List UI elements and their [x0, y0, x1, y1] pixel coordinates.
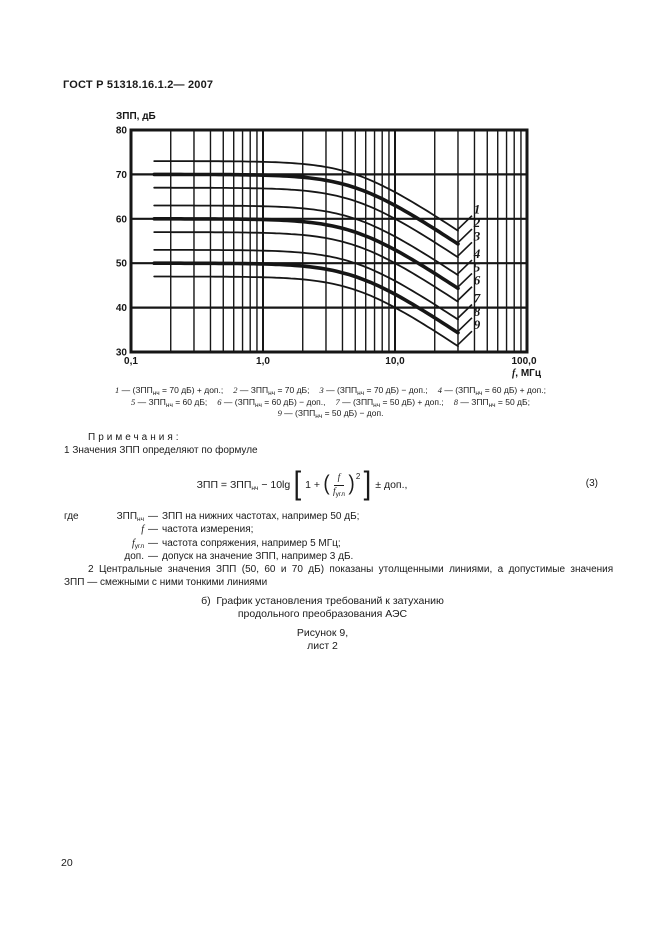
formula-tail: ± доп., — [375, 479, 408, 491]
where-definition-row: доп. — допуск на значение ЗПП, например 3 дБ. — [124, 551, 354, 563]
formula-expression: ЗПП = $ЗПП_{нч} - 10\lg$ [ 1 + ( $\frac{f}{f_{угл}}$ ) $^2$ ] ± доп., — [196, 465, 408, 501]
chart-legend — [0, 385, 661, 420]
curve-number-label-8: 8 — [473, 303, 481, 319]
document-header: ГОСТ Р 51318.16.1.2— 2007 — [63, 79, 214, 91]
legend-item: 3 — ($ЗПП_{нч} = 70$ дБ) − доп.; — [319, 385, 428, 397]
equation-number: (3) — [585, 478, 598, 489]
y-tick-label-60: 60 — [115, 214, 127, 226]
notes-title: Примечания: — [88, 432, 182, 443]
plot-border — [131, 130, 527, 352]
curve-number-label-5: 5 — [473, 259, 481, 275]
formula-lhs: ЗПП = $ЗПП_{нч} - 10\lg$ — [196, 479, 291, 492]
figure-subtitle — [0, 595, 645, 621]
curve-number-label-3: 3 — [473, 228, 481, 244]
note-2-line1: 2 Центральные значения ЗПП (50, 60 и 70 дБ) показаны утолщенными линиями, а допустимые значения — [88, 564, 614, 575]
curve-number-label-4: 4 — [473, 246, 481, 262]
figure-label: Рисунок 9, — [296, 627, 349, 639]
y-axis-title: ЗПП, дБ — [116, 111, 156, 122]
formula-inner: 1 + — [305, 479, 320, 491]
legend-item: 7 — ($ЗПП_{нч} = 50$ дБ) + доп.; — [335, 396, 444, 409]
curve-number-label-7: 7 — [473, 290, 481, 306]
leader-line-5 — [457, 273, 472, 288]
curve-number-label-6: 6 — [473, 272, 481, 288]
leader-line-8 — [457, 318, 472, 333]
curve-9 — [154, 277, 458, 347]
fraction — [333, 473, 345, 497]
legend-line — [0, 385, 661, 397]
x-axis-title: f, МГц — [511, 368, 541, 379]
legend-item: 4 — ($ЗПП_{нч} = 60$ дБ) + доп.; — [437, 385, 546, 397]
fraction-denominator: $f_{угл}$ — [333, 486, 345, 498]
where-definition-row: $f_{угл}$ — частота сопряжения, например 5 МГц; — [131, 537, 341, 550]
y-tick-label-50: 50 — [115, 258, 127, 270]
legend-item: 5 — $ЗПП_{нч} = 60$ дБ; — [131, 396, 208, 409]
chart-svg — [100, 100, 561, 385]
power-exponent: 2 — [355, 471, 361, 481]
y-tick-label-80: 80 — [115, 125, 127, 137]
y-tick-label-70: 70 — [115, 169, 127, 181]
leader-line-2 — [457, 229, 472, 244]
legend-line — [0, 397, 661, 409]
legend-item: 8 — $ЗПП_{нч} = 50$ дБ; — [453, 396, 530, 409]
x-tick-label-1,0: 1,0 — [256, 356, 270, 367]
x-tick-label-100,0: 100,0 — [511, 356, 537, 367]
legend-line — [0, 408, 661, 420]
legend-item: 1 — ($ЗПП_{нч} = 70$ дБ) + доп.; — [115, 385, 224, 397]
legend-item: 2 — $ЗПП_{нч} = 70$ дБ; — [233, 385, 310, 397]
x-tick-label-0,1: 0,1 — [124, 356, 138, 367]
figure-subtitle-line2: продольного преобразования АЭС — [237, 608, 408, 620]
curve-number-label-9: 9 — [473, 317, 481, 333]
figure-number — [0, 627, 645, 653]
attenuation-chart — [100, 100, 561, 385]
figure-subtitle-line1: б) График установления требований к затуханию — [201, 595, 444, 607]
where-definition-row: f — частота измерения; — [141, 524, 254, 536]
where-definitions — [64, 510, 359, 564]
y-tick-label-40: 40 — [115, 303, 127, 315]
note-2-line2: ЗПП — смежными с ними тонкими линиями — [64, 577, 268, 588]
y-tick-label-30: 30 — [115, 347, 127, 359]
note-1-text: 1 Значения ЗПП определяют по формуле — [64, 445, 258, 456]
legend-item: 6 — ($ЗПП_{нч} = 60$ дБ) − доп., — [217, 396, 326, 409]
where-definition-row: где $ЗПП_{нч}$ — ЗПП на нижних частотах, например 50 дБ; — [64, 511, 360, 523]
page-number: 20 — [61, 857, 73, 869]
fraction-numerator: f — [334, 473, 345, 485]
curve-number-label-2: 2 — [473, 215, 481, 231]
legend-item: 9 — ($ЗПП_{нч} = 50$ дБ) − доп. — [277, 408, 384, 421]
sheet-label: лист 2 — [307, 640, 338, 652]
curve-number-label-1: 1 — [473, 201, 481, 217]
formula-block — [64, 462, 600, 508]
x-tick-label-10,0: 10,0 — [385, 356, 405, 367]
